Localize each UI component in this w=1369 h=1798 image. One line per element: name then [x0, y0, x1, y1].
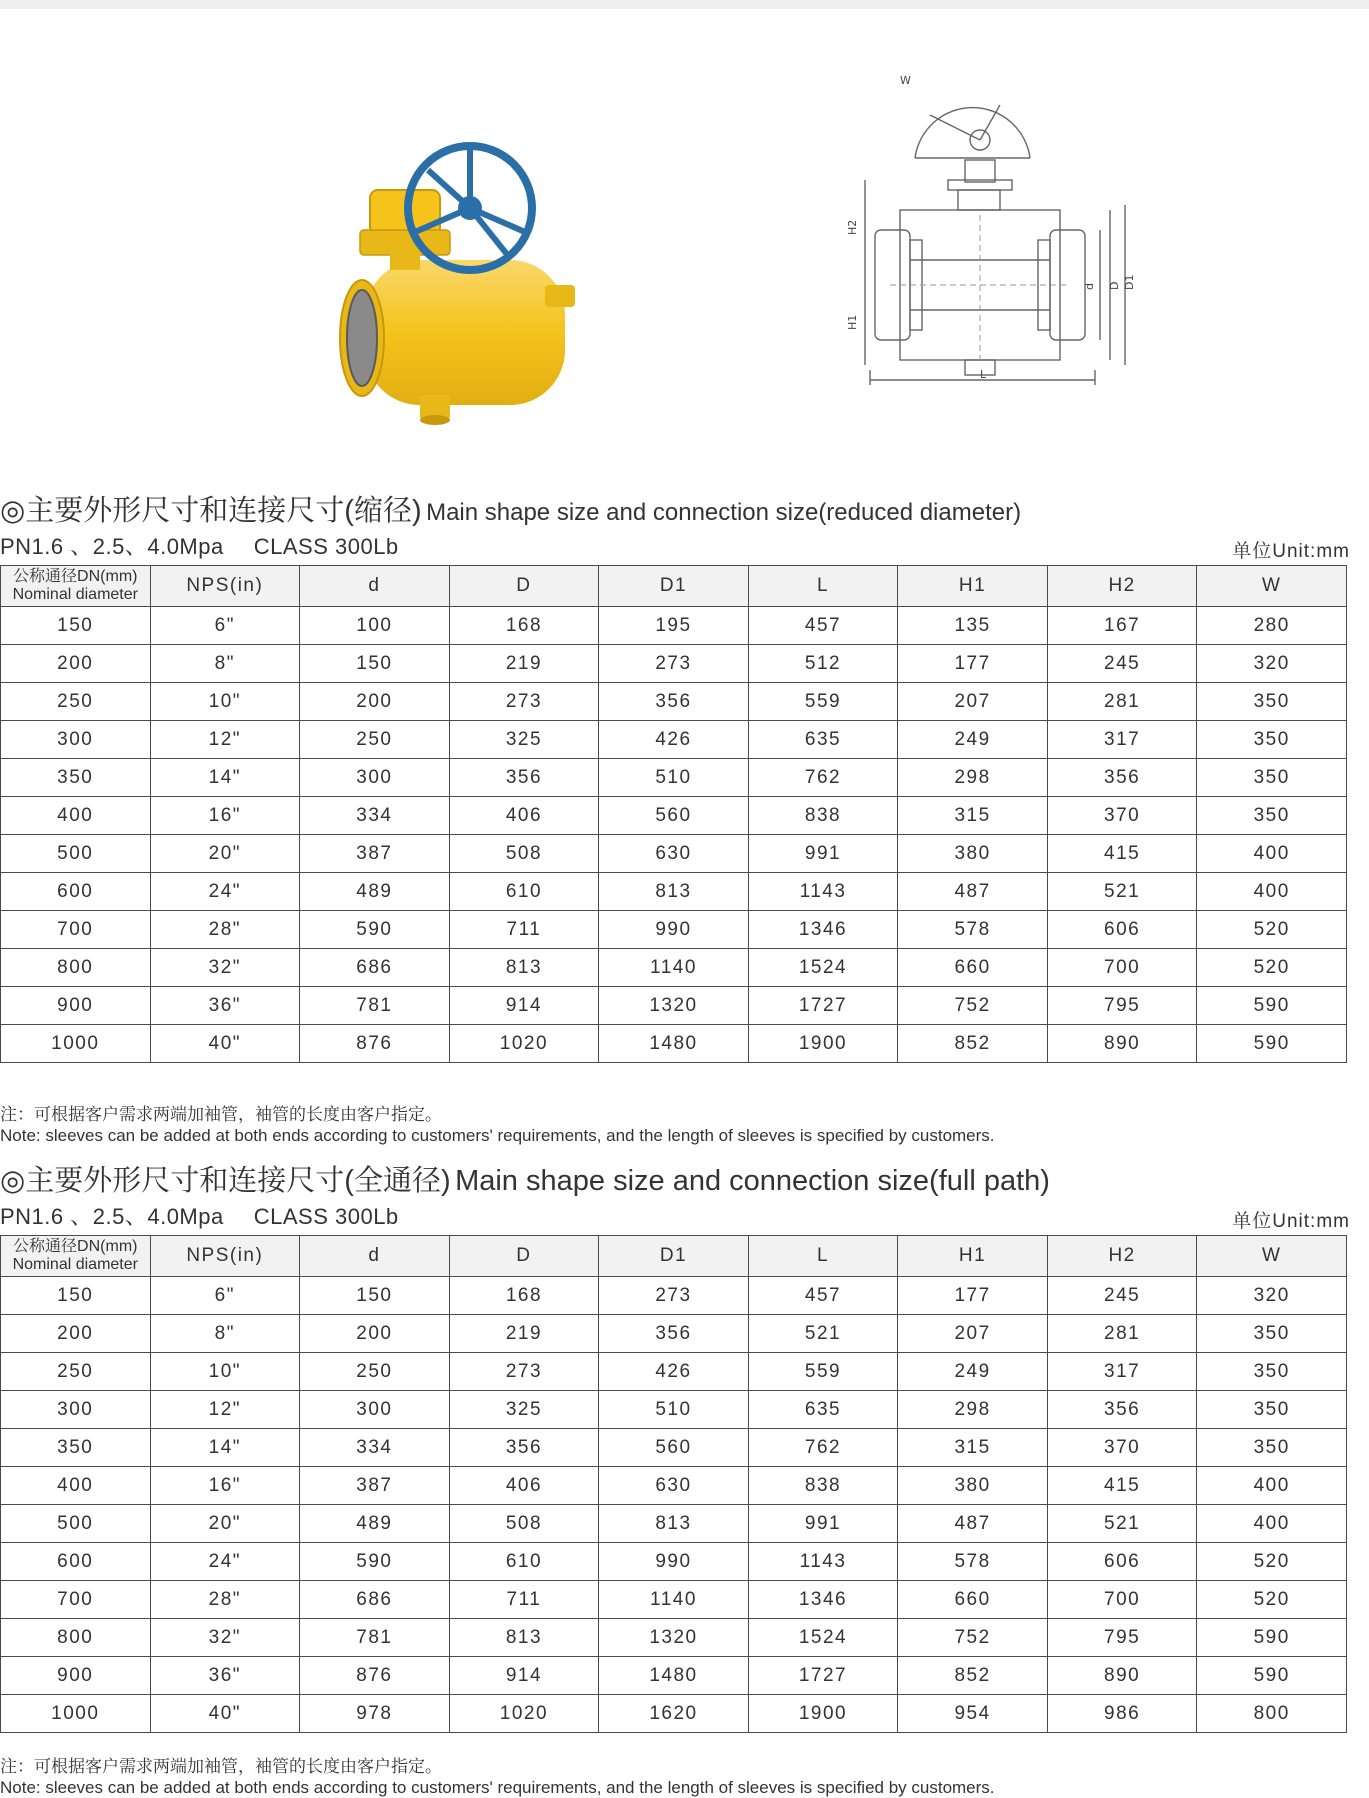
spec-table-reduced — [0, 565, 1347, 1063]
table-cell: 350 — [1197, 797, 1347, 835]
table-cell: 200 — [300, 683, 450, 721]
col-header-H1: H1 — [898, 1236, 1048, 1277]
table-cell: 508 — [449, 1505, 599, 1543]
table-cell: 380 — [898, 1467, 1048, 1505]
table-cell: 914 — [449, 1657, 599, 1695]
table-cell: 12" — [150, 1391, 300, 1429]
table-cell: 781 — [300, 987, 450, 1025]
table-cell: 10" — [150, 683, 300, 721]
table-cell: 250 — [300, 721, 450, 759]
table-cell: 400 — [1, 797, 151, 835]
table-cell: 150 — [300, 645, 450, 683]
table-cell: 800 — [1, 949, 151, 987]
table-row — [1, 1505, 1347, 1543]
table-cell: 400 — [1, 1467, 151, 1505]
table-cell: 426 — [599, 1353, 749, 1391]
table-cell: 350 — [1197, 1429, 1347, 1467]
top-bar — [0, 0, 1369, 9]
table-cell: 508 — [449, 835, 599, 873]
table-cell: 991 — [748, 835, 898, 873]
table-cell: 334 — [300, 1429, 450, 1467]
table-cell: 177 — [898, 1277, 1048, 1315]
table-cell: 325 — [449, 721, 599, 759]
table-cell: 317 — [1047, 1353, 1197, 1391]
note-chinese: 注：可根据客户需求两端加袖管，袖管的长度由客户指定。 — [0, 1105, 442, 1124]
table-cell: 400 — [1197, 1505, 1347, 1543]
table-cell: 590 — [300, 911, 450, 949]
table-cell: 986 — [1047, 1695, 1197, 1733]
table-cell: 350 — [1197, 1391, 1347, 1429]
table-cell: 195 — [599, 607, 749, 645]
table-cell: 520 — [1197, 911, 1347, 949]
table-cell: 686 — [300, 949, 450, 987]
table-cell: 219 — [449, 645, 599, 683]
table-cell: 559 — [748, 683, 898, 721]
table-cell: 1727 — [748, 1657, 898, 1695]
col-header-D1: D1 — [599, 566, 749, 607]
table-cell: 1524 — [748, 949, 898, 987]
table-cell: 606 — [1047, 911, 1197, 949]
table-cell: 752 — [898, 987, 1048, 1025]
table-cell: 207 — [898, 683, 1048, 721]
table-cell: 207 — [898, 1315, 1048, 1353]
table-cell: 356 — [1047, 759, 1197, 797]
table-cell: 457 — [748, 1277, 898, 1315]
table-cell: 415 — [1047, 1467, 1197, 1505]
table-cell: 350 — [1197, 683, 1347, 721]
table-cell: 900 — [1, 1657, 151, 1695]
table-cell: 320 — [1197, 1277, 1347, 1315]
table-cell: 1727 — [748, 987, 898, 1025]
table-cell: 1140 — [599, 949, 749, 987]
table-cell: 800 — [1197, 1695, 1347, 1733]
table-cell: 300 — [300, 759, 450, 797]
unit-label: 单位Unit:mm — [1232, 1211, 1350, 1232]
table-cell: 578 — [898, 1543, 1048, 1581]
pressure-rating: PN1.6 、2.5、4.0Mpa CLASS 300Lb — [0, 534, 399, 559]
table-row — [1, 1025, 1347, 1063]
table-cell: 852 — [898, 1025, 1048, 1063]
table-cell: 1900 — [748, 1695, 898, 1733]
col-header-H2: H2 — [1047, 1236, 1197, 1277]
table-cell: 356 — [449, 759, 599, 797]
table-cell: 32" — [150, 1619, 300, 1657]
table-cell: 350 — [1, 1429, 151, 1467]
table-cell: 317 — [1047, 721, 1197, 759]
table-cell: 356 — [599, 1315, 749, 1353]
table-cell: 610 — [449, 873, 599, 911]
table-cell: 24" — [150, 1543, 300, 1581]
col-header-nps: NPS(in) — [150, 1236, 300, 1277]
note-chinese: 注：可根据客户需求两端加袖管，袖管的长度由客户指定。 — [0, 1757, 442, 1776]
table-cell: 635 — [748, 721, 898, 759]
table-cell: 350 — [1197, 721, 1347, 759]
table-cell: 250 — [1, 683, 151, 721]
table-cell: 795 — [1047, 987, 1197, 1025]
table-cell: 752 — [898, 1619, 1048, 1657]
table-cell: 1143 — [748, 1543, 898, 1581]
note-english: Note: sleeves can be added at both ends according to customers' requirements, and the length of sleeves is specified by customers. — [0, 1126, 995, 1145]
section-title: ◎主要外形尺寸和连接尺寸(缩径) Main shape size and connection size(reduced diameter) — [0, 495, 1022, 527]
col-header-W: W — [1197, 566, 1347, 607]
table-cell: 298 — [898, 1391, 1048, 1429]
table-row — [1, 721, 1347, 759]
table-cell: 520 — [1197, 1581, 1347, 1619]
table-cell: 387 — [300, 835, 450, 873]
table-cell: 28" — [150, 911, 300, 949]
table-row — [1, 873, 1347, 911]
table-cell: 273 — [599, 645, 749, 683]
table-cell: 426 — [599, 721, 749, 759]
table-cell: 487 — [898, 1505, 1048, 1543]
table-cell: 200 — [1, 1315, 151, 1353]
unit-label: 单位Unit:mm — [1232, 541, 1350, 562]
table-cell: 219 — [449, 1315, 599, 1353]
col-header-d: d — [300, 566, 450, 607]
table-cell: 590 — [1197, 987, 1347, 1025]
table-cell: 559 — [748, 1353, 898, 1391]
table-cell: 813 — [449, 949, 599, 987]
table-cell: 500 — [1, 835, 151, 873]
table-cell: 630 — [599, 835, 749, 873]
table-cell: 415 — [1047, 835, 1197, 873]
table-cell: 1143 — [748, 873, 898, 911]
table-cell: 813 — [599, 873, 749, 911]
dim-label-D: D — [1108, 281, 1121, 290]
col-header-L: L — [748, 566, 898, 607]
table-cell: 890 — [1047, 1657, 1197, 1695]
table-row — [1, 987, 1347, 1025]
table-cell: 100 — [300, 607, 450, 645]
table-cell: 280 — [1197, 607, 1347, 645]
table-cell: 1320 — [599, 1619, 749, 1657]
col-header-L: L — [748, 1236, 898, 1277]
table-cell: 245 — [1047, 1277, 1197, 1315]
table-cell: 1620 — [599, 1695, 749, 1733]
table-cell: 315 — [898, 797, 1048, 835]
table-cell: 610 — [449, 1543, 599, 1581]
col-header-H1: H1 — [898, 566, 1048, 607]
table-cell: 6" — [150, 607, 300, 645]
table-cell: 1900 — [748, 1025, 898, 1063]
table-cell: 590 — [1197, 1619, 1347, 1657]
table-row — [1, 1315, 1347, 1353]
note-english: Note: sleeves can be added at both ends according to customers' requirements, and the length of sleeves is specified by customers. — [0, 1778, 995, 1797]
table-cell: 813 — [599, 1505, 749, 1543]
table-cell: 387 — [300, 1467, 450, 1505]
table-cell: 635 — [748, 1391, 898, 1429]
table-row — [1, 645, 1347, 683]
table-cell: 32" — [150, 949, 300, 987]
table-cell: 500 — [1, 1505, 151, 1543]
table-cell: 24" — [150, 873, 300, 911]
table-cell: 1020 — [449, 1695, 599, 1733]
table-row — [1, 607, 1347, 645]
table-cell: 1346 — [748, 911, 898, 949]
table-cell: 660 — [898, 949, 1048, 987]
col-header-W: W — [1197, 1236, 1347, 1277]
table-cell: 400 — [1197, 1467, 1347, 1505]
table-cell: 281 — [1047, 1315, 1197, 1353]
table-cell: 40" — [150, 1695, 300, 1733]
table-cell: 16" — [150, 797, 300, 835]
table-cell: 20" — [150, 835, 300, 873]
table-cell: 36" — [150, 987, 300, 1025]
dim-label-h2: H2 — [846, 219, 859, 235]
table-cell: 876 — [300, 1657, 450, 1695]
table-cell: 380 — [898, 835, 1048, 873]
table-cell: 711 — [449, 911, 599, 949]
table-cell: 1000 — [1, 1695, 151, 1733]
table-cell: 800 — [1, 1619, 151, 1657]
table-cell: 250 — [300, 1353, 450, 1391]
table-cell: 177 — [898, 645, 1048, 683]
table-header-row — [1, 1236, 1347, 1277]
table-cell: 298 — [898, 759, 1048, 797]
table-cell: 273 — [449, 683, 599, 721]
table-cell: 8" — [150, 645, 300, 683]
table-row — [1, 1543, 1347, 1581]
table-cell: 914 — [449, 987, 599, 1025]
table-cell: 20" — [150, 1505, 300, 1543]
table-cell: 991 — [748, 1505, 898, 1543]
table-cell: 852 — [898, 1657, 1048, 1695]
table-cell: 36" — [150, 1657, 300, 1695]
table-cell: 686 — [300, 1581, 450, 1619]
table-row — [1, 1391, 1347, 1429]
table-cell: 990 — [599, 1543, 749, 1581]
table-cell: 838 — [748, 797, 898, 835]
table-cell: 795 — [1047, 1619, 1197, 1657]
dim-label-d1: D1 — [1123, 274, 1136, 290]
table-cell: 14" — [150, 759, 300, 797]
pressure-rating: PN1.6 、2.5、4.0Mpa CLASS 300Lb — [0, 1204, 399, 1229]
dim-label-L: L — [980, 368, 987, 381]
table-cell: 1020 — [449, 1025, 599, 1063]
table-cell: 560 — [599, 797, 749, 835]
table-cell: 990 — [599, 911, 749, 949]
table-cell: 606 — [1047, 1543, 1197, 1581]
table-cell: 325 — [449, 1391, 599, 1429]
table-cell: 521 — [1047, 873, 1197, 911]
table-cell: 590 — [300, 1543, 450, 1581]
table-cell: 40" — [150, 1025, 300, 1063]
table-cell: 356 — [1047, 1391, 1197, 1429]
table-cell: 1480 — [599, 1025, 749, 1063]
table-cell: 510 — [599, 1391, 749, 1429]
table-cell: 406 — [449, 797, 599, 835]
table-cell: 350 — [1, 759, 151, 797]
col-header-dn: 公称通径DN(mm) Nominal diameter — [1, 1236, 151, 1277]
table-cell: 489 — [300, 873, 450, 911]
table-cell: 245 — [1047, 645, 1197, 683]
table-cell: 660 — [898, 1581, 1048, 1619]
table-cell: 300 — [300, 1391, 450, 1429]
table-header-row — [1, 566, 1347, 607]
table-cell: 600 — [1, 873, 151, 911]
table-cell: 700 — [1, 1581, 151, 1619]
table-cell: 521 — [748, 1315, 898, 1353]
table-cell: 168 — [449, 607, 599, 645]
table-cell: 890 — [1047, 1025, 1197, 1063]
table-cell: 781 — [300, 1619, 450, 1657]
table-cell: 281 — [1047, 683, 1197, 721]
section-title: ◎主要外形尺寸和连接尺寸(全通径) Main shape size and connection size(full path) — [0, 1165, 1050, 1197]
table-row — [1, 1353, 1347, 1391]
table-cell: 520 — [1197, 949, 1347, 987]
table-cell: 300 — [1, 721, 151, 759]
table-cell: 1346 — [748, 1581, 898, 1619]
table-cell: 630 — [599, 1467, 749, 1505]
table-cell: 1000 — [1, 1025, 151, 1063]
table-cell: 1140 — [599, 1581, 749, 1619]
table-cell: 273 — [449, 1353, 599, 1391]
dim-label-d: d — [1083, 283, 1096, 290]
table-row — [1, 1277, 1347, 1315]
table-cell: 762 — [748, 1429, 898, 1467]
col-header-D: D — [449, 566, 599, 607]
table-cell: 334 — [300, 797, 450, 835]
table-row — [1, 1467, 1347, 1505]
table-cell: 578 — [898, 911, 1048, 949]
col-header-H2: H2 — [1047, 566, 1197, 607]
table-cell: 520 — [1197, 1543, 1347, 1581]
table-cell: 400 — [1197, 835, 1347, 873]
table-cell: 900 — [1, 987, 151, 1025]
table-cell: 150 — [300, 1277, 450, 1315]
table-cell: 954 — [898, 1695, 1048, 1733]
table-cell: 249 — [898, 721, 1048, 759]
table-row — [1, 1581, 1347, 1619]
col-header-dn: 公称通径DN(mm) Nominal diameter — [1, 566, 151, 607]
table-cell: 813 — [449, 1619, 599, 1657]
table-cell: 356 — [449, 1429, 599, 1467]
table-cell: 400 — [1197, 873, 1347, 911]
col-header-D1: D1 — [599, 1236, 749, 1277]
table-cell: 14" — [150, 1429, 300, 1467]
table-cell: 150 — [1, 1277, 151, 1315]
table-row — [1, 1695, 1347, 1733]
table-cell: 350 — [1197, 759, 1347, 797]
table-cell: 249 — [898, 1353, 1048, 1391]
table-cell: 590 — [1197, 1025, 1347, 1063]
table-cell: 510 — [599, 759, 749, 797]
table-cell: 135 — [898, 607, 1048, 645]
table-cell: 16" — [150, 1467, 300, 1505]
table-cell: 167 — [1047, 607, 1197, 645]
table-cell: 600 — [1, 1543, 151, 1581]
table-row — [1, 949, 1347, 987]
spec-table-full-path — [0, 1235, 1347, 1733]
table-cell: 250 — [1, 1353, 151, 1391]
table-row — [1, 1619, 1347, 1657]
table-cell: 711 — [449, 1581, 599, 1619]
table-cell: 200 — [300, 1315, 450, 1353]
table-row — [1, 683, 1347, 721]
table-cell: 28" — [150, 1581, 300, 1619]
dim-label-h1: H1 — [846, 314, 859, 330]
col-header-D: D — [449, 1236, 599, 1277]
table-cell: 1524 — [748, 1619, 898, 1657]
table-cell: 370 — [1047, 1429, 1197, 1467]
table-cell: 489 — [300, 1505, 450, 1543]
table-cell: 10" — [150, 1353, 300, 1391]
table-row — [1, 911, 1347, 949]
table-row — [1, 1429, 1347, 1467]
table-cell: 457 — [748, 607, 898, 645]
table-cell: 700 — [1, 911, 151, 949]
table-row — [1, 797, 1347, 835]
table-row — [1, 1657, 1347, 1695]
table-cell: 876 — [300, 1025, 450, 1063]
table-cell: 315 — [898, 1429, 1048, 1467]
table-cell: 200 — [1, 645, 151, 683]
table-cell: 521 — [1047, 1505, 1197, 1543]
table-cell: 350 — [1197, 1315, 1347, 1353]
table-row — [1, 835, 1347, 873]
table-cell: 406 — [449, 1467, 599, 1505]
table-cell: 370 — [1047, 797, 1197, 835]
table-row — [1, 759, 1347, 797]
table-cell: 560 — [599, 1429, 749, 1467]
table-cell: 978 — [300, 1695, 450, 1733]
table-cell: 487 — [898, 873, 1048, 911]
table-cell: 12" — [150, 721, 300, 759]
table-cell: 700 — [1047, 1581, 1197, 1619]
table-cell: 273 — [599, 1277, 749, 1315]
col-header-nps: NPS(in) — [150, 566, 300, 607]
table-cell: 6" — [150, 1277, 300, 1315]
table-cell: 300 — [1, 1391, 151, 1429]
valve-dimension-drawing — [846, 74, 1190, 440]
table-cell: 350 — [1197, 1353, 1347, 1391]
table-cell: 512 — [748, 645, 898, 683]
dim-label-w: W — [900, 74, 911, 87]
table-cell: 320 — [1197, 645, 1347, 683]
table-cell: 1320 — [599, 987, 749, 1025]
table-cell: 1480 — [599, 1657, 749, 1695]
table-cell: 590 — [1197, 1657, 1347, 1695]
table-cell: 168 — [449, 1277, 599, 1315]
table-cell: 150 — [1, 607, 151, 645]
col-header-d: d — [300, 1236, 450, 1277]
table-cell: 762 — [748, 759, 898, 797]
table-cell: 700 — [1047, 949, 1197, 987]
table-cell: 838 — [748, 1467, 898, 1505]
table-cell: 356 — [599, 683, 749, 721]
valve-product-image — [320, 150, 640, 440]
table-cell: 8" — [150, 1315, 300, 1353]
